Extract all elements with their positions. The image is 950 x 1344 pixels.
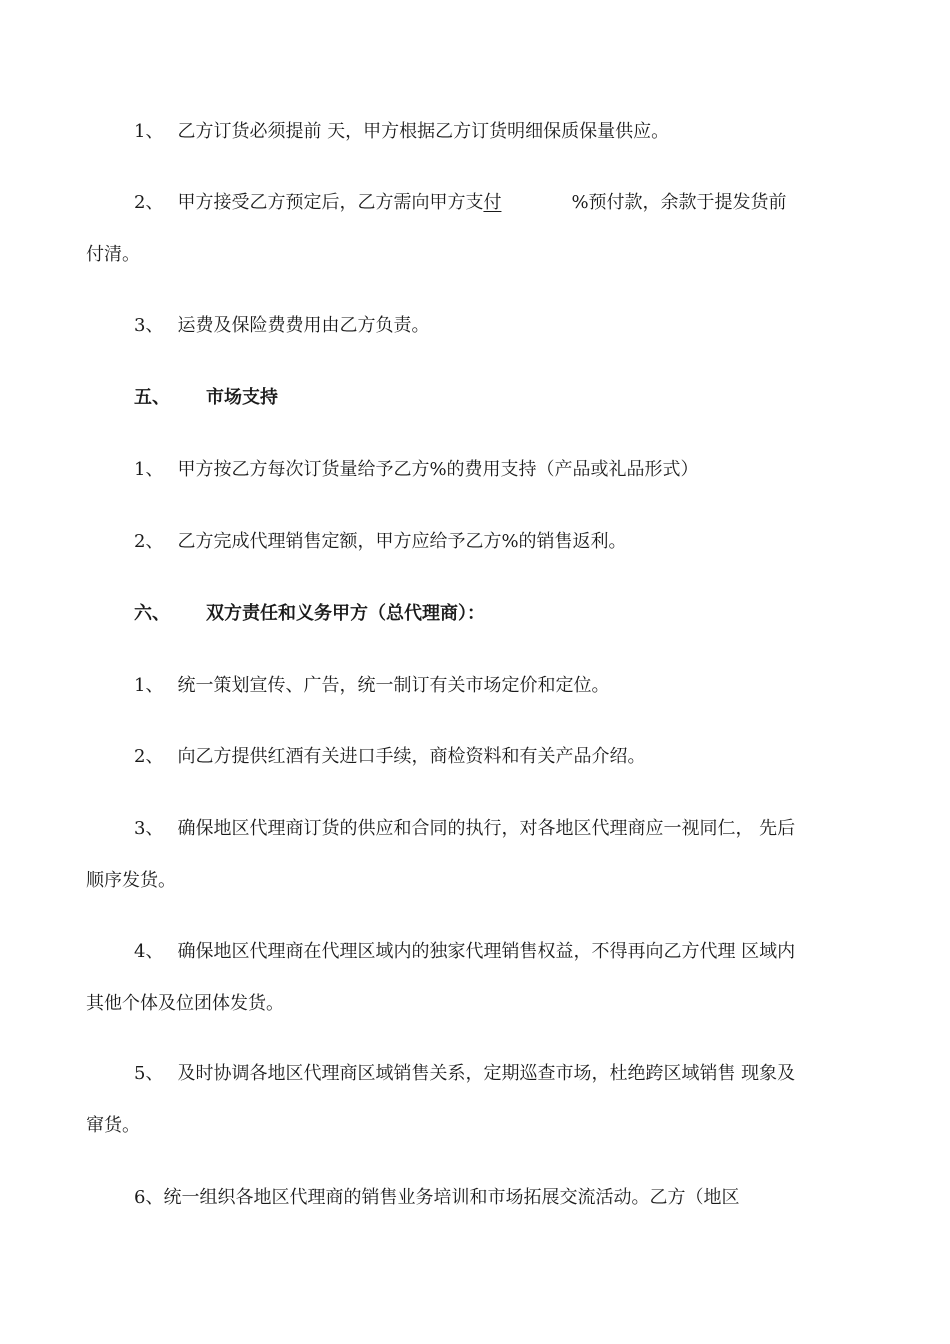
- clause-number: 4、: [134, 941, 164, 962]
- section-title: 双方责任和义务甲方（总代理商）：: [206, 603, 485, 624]
- clause-2-continuation: [86, 243, 140, 267]
- clause-text: 乙方完成代理销售定额，甲方应给予乙方%的销售返利。: [177, 531, 627, 552]
- clause-text-continued: 窜货。: [86, 1115, 140, 1136]
- clause-number: 1、: [134, 459, 164, 480]
- clause-2-prepayment: [134, 191, 787, 215]
- clause-6-3-supply-fairness: [134, 817, 795, 841]
- clause-number: 3、: [134, 315, 164, 336]
- clause-text: 确保地区代理商订货的供应和合同的执行，对各地区代理商应一视同仁， 先后: [177, 818, 796, 839]
- clause-text-continued: 付清。: [86, 244, 140, 265]
- clause-6-5-continuation: [86, 1114, 140, 1138]
- clause-6-1-marketing: [134, 674, 609, 698]
- clause-text: 及时协调各地区代理商区域销售关系，定期巡查市场，杜绝跨区域销售 现象及: [177, 1063, 796, 1084]
- clause-5-1-expense-support: [134, 458, 699, 482]
- section-heading-responsibilities: [134, 602, 485, 626]
- clause-number: 1、: [134, 675, 164, 696]
- clause-text: 运费及保险费费用由乙方负责。: [177, 315, 430, 336]
- clause-text-continued: 其他个体及位团体发货。: [86, 993, 284, 1014]
- clause-text: 向乙方提供红酒有关进口手续，商检资料和有关产品介绍。: [177, 746, 646, 767]
- clause-text: 统一策划宣传、广告，统一制订有关市场定价和定位。: [177, 675, 610, 696]
- section-heading-market-support: [134, 386, 278, 410]
- clause-6-6-training: [134, 1186, 739, 1210]
- clause-6-4-continuation: [86, 992, 284, 1016]
- clause-6-3-continuation: [86, 869, 176, 893]
- clause-text: 乙方订货必须提前 天，甲方根据乙方订货明细保质保量供应。: [177, 121, 670, 142]
- clause-1-order-advance: [134, 120, 669, 144]
- clause-text: 确保地区代理商在代理区域内的独家代理销售权益，不得再向乙方代理 区域内: [177, 941, 796, 962]
- clause-text: 统一组织各地区代理商的销售业务培训和市场拓展交流活动。乙方（地区: [163, 1187, 740, 1208]
- section-number: 五、: [134, 387, 170, 408]
- clause-text: 甲方按乙方每次订货量给予乙方%的费用支持（产品或礼品形式）: [177, 459, 699, 480]
- clause-number: 3、: [134, 818, 164, 839]
- clause-text-continued: %预付款，余款于提发货前: [571, 192, 787, 213]
- section-title: 市场支持: [206, 387, 278, 408]
- clause-text: 甲方接受乙方预定后，乙方需向甲方支: [177, 192, 484, 213]
- section-number: 六、: [134, 603, 170, 624]
- clause-number: 5、: [134, 1063, 164, 1084]
- clause-number: 2、: [134, 192, 164, 213]
- clause-text-continued: 顺序发货。: [86, 870, 176, 891]
- clause-6-4-exclusive-rights: [134, 940, 795, 964]
- clause-6-2-import-documents: [134, 745, 645, 769]
- clause-number: 1、: [134, 121, 164, 142]
- underlined-blank: 付: [483, 192, 502, 213]
- clause-5-2-sales-rebate: [134, 530, 627, 554]
- clause-6-5-coordination: [134, 1062, 795, 1086]
- clause-number: 6、: [134, 1187, 164, 1208]
- clause-3-freight: [134, 314, 429, 338]
- clause-number: 2、: [134, 746, 164, 767]
- clause-number: 2、: [134, 531, 164, 552]
